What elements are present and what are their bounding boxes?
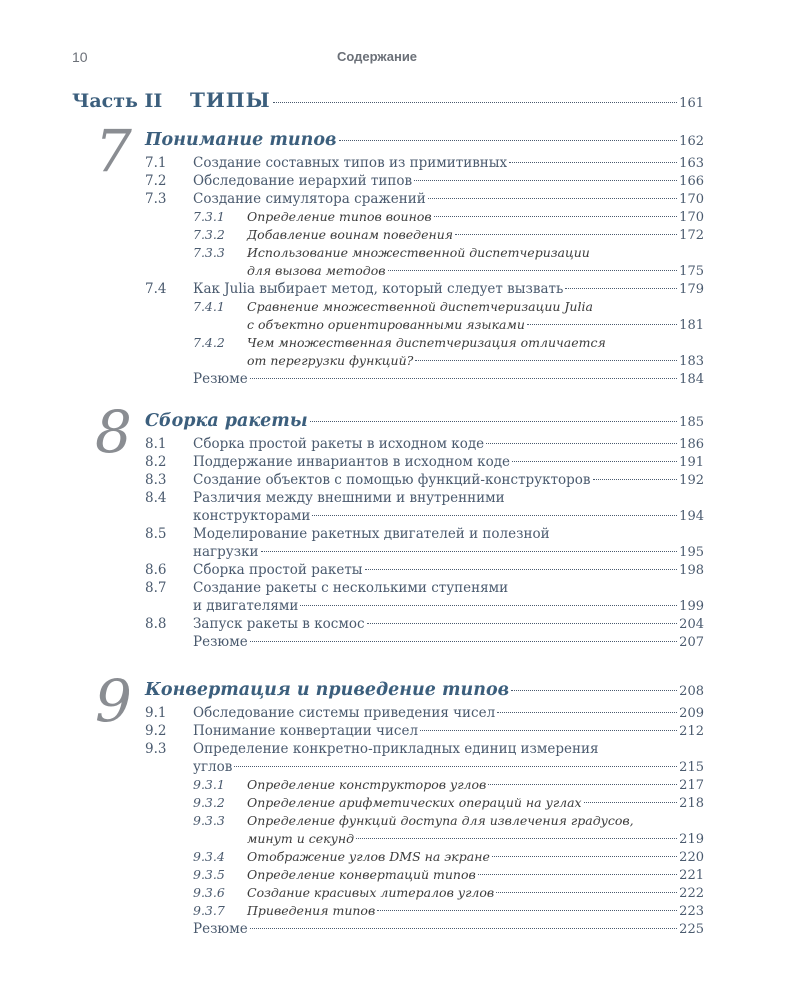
leader-dots: [300, 605, 677, 606]
leader-dots: [512, 461, 677, 462]
section-number: 7.3.3: [193, 245, 225, 260]
leader-dots: [365, 569, 678, 570]
toc-subentry[interactable]: [145, 226, 704, 244]
leader-dots: [250, 378, 677, 379]
section-title: Запуск ракеты в космос: [193, 616, 365, 632]
section-title: Определение функций доступа для извлечения градусов,: [247, 813, 634, 828]
toc-subentry[interactable]: [145, 902, 704, 920]
chapter-7: [95, 117, 704, 388]
leader-dots: [478, 874, 677, 875]
section-number: 8.7: [145, 580, 167, 596]
section-title: Моделирование ракетных двигателей и полезной: [193, 526, 550, 542]
section-title-cont: с объектно ориентированными языками: [247, 317, 525, 332]
part-title: ТИПЫ: [190, 88, 271, 112]
leader-dots: [312, 515, 677, 516]
section-number: 7.1: [145, 155, 167, 171]
leader-dots: [492, 856, 677, 857]
section-title: Создание красивых литералов углов: [247, 885, 495, 900]
toc-entry[interactable]: [145, 154, 704, 172]
toc-summary[interactable]: [193, 633, 704, 651]
toc-entry[interactable]: [145, 561, 704, 579]
section-number: 9.3.7: [193, 903, 225, 918]
leader-dots: [496, 892, 677, 893]
toc-entry[interactable]: [145, 525, 704, 561]
leader-dots: [488, 784, 677, 785]
toc-subentry[interactable]: [145, 884, 704, 902]
section-title: Определение конструкторов углов: [247, 777, 487, 792]
leader-dots: [509, 162, 677, 163]
section-title: Создание симулятора сражений: [193, 191, 426, 207]
toc-subentry[interactable]: [145, 334, 704, 370]
section-title: Приведения типов: [247, 903, 376, 918]
leader-dots: [527, 324, 677, 325]
section-title: Резюме: [193, 921, 248, 937]
section-title: Чем множественная диспетчеризация отличается: [247, 335, 606, 350]
section-title: Поддержание инвариантов в исходном коде: [193, 454, 511, 470]
leader-dots: [455, 234, 677, 235]
section-title-cont: нагрузки: [193, 544, 259, 560]
leader-dots: [377, 910, 677, 911]
page-ref: 218: [679, 796, 704, 811]
page-ref: 209: [679, 706, 704, 721]
chapter-title: Сборка ракеты: [145, 411, 308, 431]
leader-dots: [486, 443, 677, 444]
chapter-number: 8: [95, 398, 132, 466]
page-ref: 170: [679, 210, 704, 225]
section-number: 9.1: [145, 705, 167, 721]
section-number: 8.8: [145, 616, 167, 632]
toc-entry[interactable]: [145, 740, 704, 776]
toc-entry[interactable]: [145, 280, 704, 298]
toc-summary[interactable]: [193, 370, 704, 388]
chapter-title: Конвертация и приведение типов: [145, 680, 510, 700]
page-ref: 219: [679, 832, 704, 847]
leader-dots: [414, 180, 677, 181]
page-ref: 179: [679, 282, 704, 297]
leader-dots: [420, 730, 677, 731]
page-ref: 215: [679, 760, 704, 775]
section-number: 9.3.5: [193, 867, 225, 882]
section-title-cont: и двигателями: [193, 598, 299, 614]
page-ref: 225: [679, 922, 704, 937]
section-title: Различия между внешними и внутренними: [193, 490, 505, 506]
page-ref: 172: [679, 228, 704, 243]
section-number: 9.2: [145, 723, 167, 739]
section-title: Сравнение множественной диспетчеризации Julia: [247, 299, 593, 314]
toc-entry[interactable]: [145, 172, 704, 190]
section-number: 7.4: [145, 281, 167, 297]
leader-dots: [497, 712, 677, 713]
section-title-cont: для вызова методов: [247, 263, 386, 278]
section-number: 9.3.2: [193, 795, 225, 810]
page-ref: 183: [679, 354, 704, 369]
toc-subentry[interactable]: [145, 776, 704, 794]
section-number: 8.3: [145, 472, 167, 488]
toc-subentry[interactable]: [145, 866, 704, 884]
leader-dots: [593, 479, 678, 480]
part-heading[interactable]: [72, 88, 704, 116]
page-ref: 217: [679, 778, 704, 793]
part-label: Часть II: [72, 90, 163, 112]
toc-entry[interactable]: [145, 579, 704, 615]
toc-summary[interactable]: [193, 920, 704, 938]
page-ref: 184: [679, 372, 704, 387]
page-header: [72, 49, 682, 67]
page-ref: 208: [679, 684, 704, 699]
section-number: 8.4: [145, 490, 167, 506]
page-ref: 220: [679, 850, 704, 865]
section-title: Понимание конвертации чисел: [193, 723, 419, 739]
toc-subentry[interactable]: [145, 208, 704, 226]
toc-entry[interactable]: [145, 722, 704, 740]
section-number: 7.3.2: [193, 227, 225, 242]
page-ref: 199: [679, 599, 704, 614]
toc-entry[interactable]: [145, 471, 704, 489]
leader-dots: [584, 802, 678, 803]
section-title-cont: минут и секунд: [247, 831, 355, 846]
leader-dots: [415, 360, 677, 361]
leader-dots: [339, 140, 678, 141]
section-title: Создание объектов с помощью функций-конструкторов: [193, 472, 591, 488]
toc-subentry[interactable]: [145, 298, 704, 334]
chapter-title-row[interactable]: [145, 130, 704, 154]
section-title: Определение типов воинов: [247, 209, 432, 224]
page-ref: 204: [679, 617, 704, 632]
page-ref: 162: [679, 134, 704, 149]
toc-entry[interactable]: [145, 453, 704, 471]
page-ref: 185: [679, 415, 704, 430]
section-title: Как Julia выбирает метод, который следует вызвать: [193, 281, 564, 297]
section-number: 7.2: [145, 173, 167, 189]
page-ref: 198: [679, 563, 704, 578]
leader-dots: [273, 102, 677, 103]
leader-dots: [511, 690, 677, 691]
page-ref: 191: [679, 455, 704, 470]
section-title: Резюме: [193, 634, 248, 650]
leader-dots: [250, 928, 677, 929]
leader-dots: [310, 421, 678, 422]
page-ref: 207: [679, 635, 704, 650]
section-title: Обследование иерархий типов: [193, 173, 413, 189]
page-ref: 223: [679, 904, 704, 919]
leader-dots: [250, 641, 677, 642]
page-ref: 195: [679, 545, 704, 560]
leader-dots: [428, 198, 677, 199]
page-ref: 163: [679, 156, 704, 171]
toc-subentry[interactable]: [145, 794, 704, 812]
section-number: 7.4.2: [193, 335, 225, 350]
chapter-8: [95, 398, 704, 651]
section-number: 8.5: [145, 526, 167, 542]
chapter-number: 9: [95, 667, 132, 735]
section-number: 8.1: [145, 436, 167, 452]
toc-entry[interactable]: [145, 615, 704, 633]
page-ref: 212: [679, 724, 704, 739]
chapter-number: 7: [95, 117, 132, 185]
section-title: Добавление воинам поведения: [247, 227, 454, 242]
section-number: 7.4.1: [193, 299, 225, 314]
leader-dots: [261, 551, 678, 552]
section-title: Определение конкретно-прикладных единиц измерения: [193, 741, 599, 757]
page-ref: 170: [679, 192, 704, 207]
section-title: Определение конвертаций типов: [247, 867, 476, 882]
toc-entry[interactable]: [145, 704, 704, 722]
chapter-9: [95, 667, 704, 938]
toc-entry[interactable]: [145, 190, 704, 208]
section-number: 9.3.6: [193, 885, 225, 900]
leader-dots: [234, 766, 677, 767]
section-title: Сборка простой ракеты в исходном коде: [193, 436, 485, 452]
leader-dots: [367, 623, 678, 624]
leader-dots: [434, 216, 678, 217]
page-ref: 175: [679, 264, 704, 279]
section-title-cont: углов: [193, 759, 233, 775]
toc-subentry[interactable]: [145, 244, 704, 280]
chapter-title-row[interactable]: [145, 411, 704, 435]
section-number: 8.2: [145, 454, 167, 470]
toc-subentry[interactable]: [145, 848, 704, 866]
section-number: 9.3.4: [193, 849, 225, 864]
section-number: 9.3.3: [193, 813, 225, 828]
page-ref: 194: [679, 509, 704, 524]
section-title: Резюме: [193, 371, 248, 387]
chapter-title-row[interactable]: [145, 680, 704, 704]
page-ref: 222: [679, 886, 704, 901]
leader-dots: [565, 288, 677, 289]
section-title: Обследование системы приведения чисел: [193, 705, 496, 721]
section-number: 9.3.1: [193, 777, 225, 792]
section-title-cont: конструкторами: [193, 508, 311, 524]
page-ref: 166: [679, 174, 704, 189]
section-title: Отображение углов DMS на экране: [247, 849, 490, 864]
toc-subentry[interactable]: [145, 812, 704, 848]
running-title: Содержание: [336, 49, 418, 64]
page-ref: 192: [679, 473, 704, 488]
page-ref: 221: [679, 868, 704, 883]
chapter-title: Понимание типов: [145, 130, 337, 150]
leader-dots: [388, 270, 678, 271]
section-number: 7.3: [145, 191, 167, 207]
section-title: Создание ракеты с несколькими ступенями: [193, 580, 509, 596]
section-title: Использование множественной диспетчеризации: [247, 245, 590, 260]
section-title-cont: от перегрузки функций?: [247, 353, 414, 368]
toc-entry[interactable]: [145, 435, 704, 453]
section-number: 8.6: [145, 562, 167, 578]
leader-dots: [356, 838, 677, 839]
page-ref: 161: [679, 96, 704, 111]
section-number: 9.3: [145, 741, 167, 757]
page-ref: 186: [679, 437, 704, 452]
section-title: Создание составных типов из примитивных: [193, 155, 508, 171]
section-title: Сборка простой ракеты: [193, 562, 363, 578]
page-number: 10: [72, 49, 88, 65]
toc-entry[interactable]: [145, 489, 704, 525]
section-title: Определение арифметических операций на углах: [247, 795, 582, 810]
section-number: 7.3.1: [193, 209, 225, 224]
page-ref: 181: [679, 318, 704, 333]
